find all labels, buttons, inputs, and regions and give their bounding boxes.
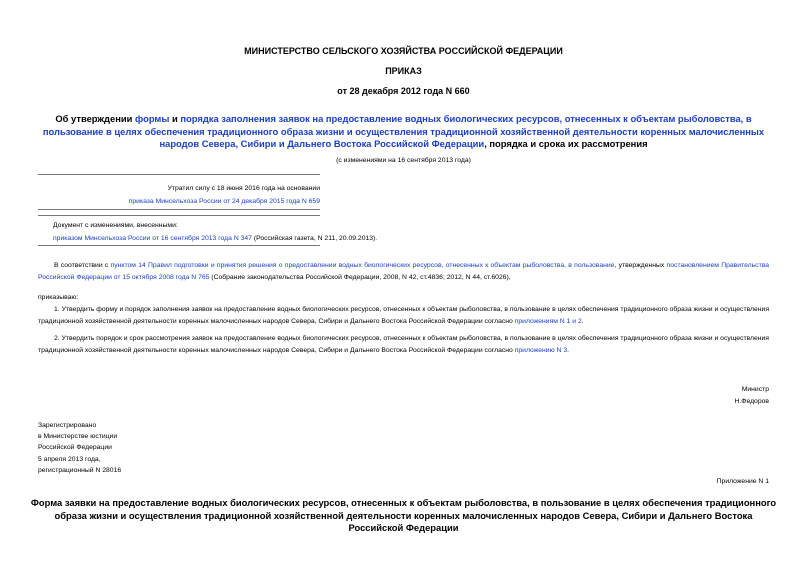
registration-line: в Министерстве юстиции [38, 433, 118, 441]
edition-note: (с изменениями на 16 сентября 2013 года) [336, 157, 471, 164]
divider [38, 215, 320, 216]
registration-line: Зарегистрировано [38, 422, 97, 429]
divider [38, 209, 320, 210]
preamble-link-rules[interactable]: пунктом 14 Правил подготовки и принятия решения о предоставлении водных биологических ресурсов, отнесенных к объектам рыболовства, в пользование [110, 262, 615, 269]
registration-line: 5 апреля 2013 года, [38, 455, 101, 463]
item-2-end: . [567, 346, 570, 354]
signature-block [569, 384, 769, 407]
document-type: ПРИКАЗ [385, 66, 422, 76]
lost-force-link[interactable]: приказа Минсельхоза России от 24 декабря 2015 года N 659 [128, 197, 320, 205]
item-1-text: 1. Утвердить форму и порядок заполнения заявок на предоставление водных биологических ресурсов, отнесенных к объектам рыболовства, в пользование в целях обеспечения традиционного образа жизни и осуществления традиционной хозяйственной деятельности коренных малочисленных народов Севера, Сибири и Дальнего Востока Российской Федерации согласно [38, 306, 769, 325]
signature-name: Н.Федоров [734, 397, 769, 405]
title-link-procedure[interactable]: порядка заполнения заявок на предоставление водных биологических ресурсов, отнесенных к объектам рыболовства, в пользование в целях обеспечения традиционного образа жизни и осуществления традиционной хозяйственной деятельности коренных малочисленных народов Севера, Сибири и Дальнего Востока Российской Федерации [42, 113, 765, 149]
preamble-text-2: , утвержденных [614, 262, 667, 269]
divider [38, 174, 320, 175]
signature-position: Министр [741, 386, 769, 393]
item-1-end: . [581, 317, 584, 325]
appendix-label: Приложение N 1 [716, 478, 769, 485]
registration-line: регистрационный N 28016 [38, 466, 122, 474]
preamble-paragraph [38, 260, 769, 283]
title-text-2: и [169, 113, 181, 124]
form-title: Форма заявки на предоставление водных биологических ресурсов, отнесенных к объектам рыболовства, в пользование в целях обеспечения традиционного образа жизни и осуществления традиционной хозяйственной деятельности коренных малочисленных народов Севера, Сибири и Дальнего Востока Российской Федерации [30, 497, 777, 533]
changes-link[interactable]: приказом Минсельхоза России от 16 сентября 2013 года N 347 [53, 234, 252, 242]
order-word: приказываю: [38, 294, 79, 301]
ministry-name: МИНИСТЕРСТВО СЕЛЬСКОГО ХОЗЯЙСТВА РОССИЙСКОЙ ФЕДЕРАЦИИ [244, 46, 563, 56]
title-text-3: , порядка и срока их рассмотрения [484, 138, 648, 149]
changes-source: (Российская газета, N 211, 20.09.2013). [251, 234, 378, 242]
item-1-link[interactable]: приложениям N 1 и 2 [514, 317, 582, 325]
changes-text: Документ с изменениями, внесенными: [53, 222, 178, 229]
lost-force-note [38, 183, 320, 208]
preamble-link-resolution[interactable]: постановлением Правительства Российской Федерации от 15 октября 2008 года N 765 [38, 262, 770, 281]
item-1-paragraph [38, 304, 769, 327]
item-2-link[interactable]: приложению N 3 [514, 346, 568, 354]
registration-block [38, 420, 238, 476]
item-2-text: 2. Утвердить порядок и срок рассмотрения заявок на предоставление водных биологических ресурсов, отнесенных к объектам рыболовства, в пользование в целях обеспечения традиционного образа жизни и осуществления традиционной хозяйственной деятельности коренных малочисленных народов Севера, Сибири и Дальнего Востока Российской Федерации согласно [38, 335, 769, 354]
preamble-text-3: (Собрание законодательства Российской Федерации, 2008, N 42, ст.4836; 2012, N 44, ст.6026), [209, 273, 511, 281]
divider [38, 245, 320, 246]
document-date-number: от 28 декабря 2012 года N 660 [337, 86, 470, 96]
changes-note [53, 220, 573, 245]
document-title [30, 113, 777, 151]
title-link-form[interactable]: формы [135, 113, 170, 124]
preamble-text-1: В соответствии с [54, 262, 111, 269]
title-text-1: Об утверждении [55, 113, 136, 124]
lost-force-text: Утратил силу с 18 июня 2016 года на основании [167, 185, 320, 192]
registration-line: Российской Федерации [38, 444, 112, 452]
item-2-paragraph [38, 333, 769, 356]
